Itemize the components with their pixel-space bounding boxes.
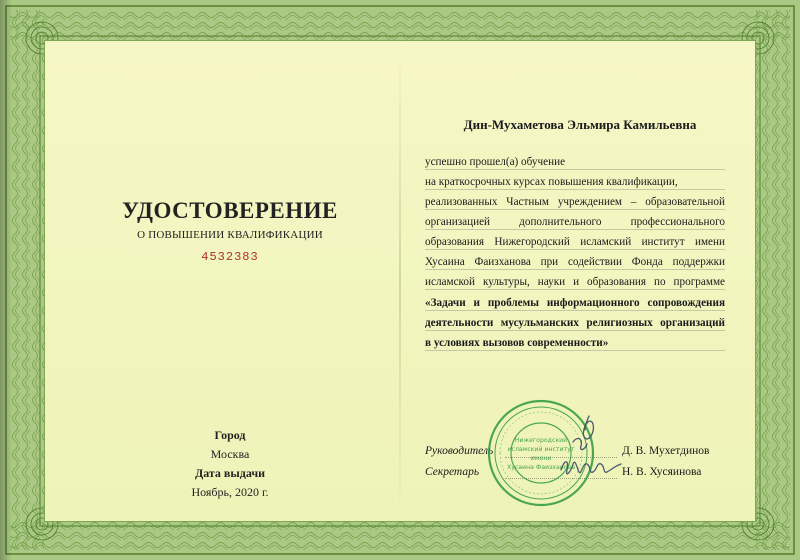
svg-text:имени: имени: [530, 455, 552, 462]
body-line: исламской культуры, науки и образования по программе: [425, 276, 725, 288]
body-line: успешно прошел(а) обучение: [425, 155, 725, 170]
body-line: на краткосрочных курсах повышения квалификации,: [425, 175, 725, 190]
program-title-line: в условиях вызовов современности»: [425, 336, 725, 351]
issue-date-value: Ноябрь, 2020 г.: [191, 485, 269, 499]
svg-text:Нижегородский: Нижегородский: [514, 437, 568, 444]
signatory-role-secretary: Секретарь: [425, 466, 480, 478]
program-title-line: деятельности мусульманских религиозных организаций: [425, 317, 725, 329]
recipient-name: Дин-Мухаметова Эльмира Камильевна: [463, 117, 697, 132]
signatory-name-secretary: Н. В. Хусяинова: [622, 466, 702, 478]
scan-edge-shadow: [0, 0, 12, 560]
issue-date-label: Дата выдачи: [194, 466, 266, 480]
center-fold: [399, 40, 401, 522]
svg-text:исламский институт: исламский институт: [507, 446, 575, 453]
signatory-name-director: Д. В. Мухетдинов: [622, 445, 710, 457]
city-value: Москва: [210, 447, 250, 461]
program-title-line: «Задачи и проблемы информационного сопровождения: [425, 297, 725, 309]
svg-text:Хусаина Фаизханова: Хусаина Фаизханова: [506, 464, 576, 471]
document-title: УДОСТОВЕРЕНИЕ: [122, 198, 338, 223]
body-line: Хусаина Фаизханова при содействии Фонда поддержки: [425, 256, 725, 268]
document-subtitle: О ПОВЫШЕНИИ КВАЛИФИКАЦИИ: [137, 229, 323, 241]
body-line: образования Нижегородский исламский институт имени: [425, 236, 725, 248]
city-label: Город: [214, 428, 246, 442]
body-line: организацией дополнительного профессионального: [425, 216, 725, 228]
body-line: реализованных Частным учреждением – образовательной: [425, 196, 725, 208]
handwritten-signature: [555, 412, 625, 486]
certificate-number: 4532383: [201, 250, 259, 264]
signatory-role-director: Руководитель: [425, 445, 494, 457]
